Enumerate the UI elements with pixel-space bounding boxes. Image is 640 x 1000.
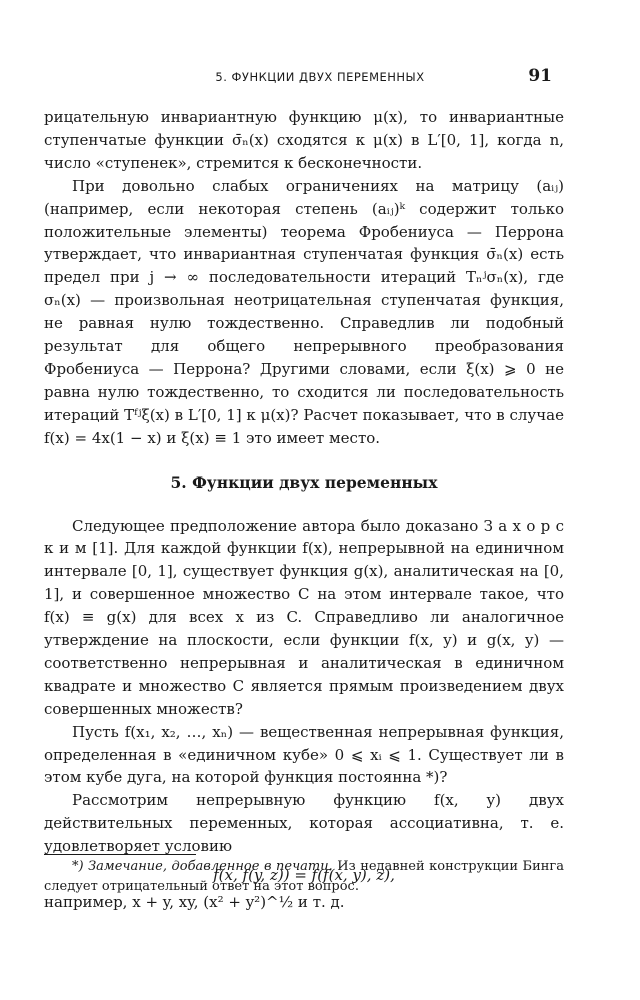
paragraph-zahorski: Следующее предположение автора было доказано З а х о р с к и м [1]. Для каждой функции f(x), непрерывной на единичном интервале [0, 1], существует функция g(x), аналитическая на [0, 1], и совершенное множество C на этом интервале такое, что f(x) ≡ g(x) для всех x из C. Справедливо ли аналогичное утверждение на плоскости, если функции f(x, y) и g(x, y) — соответственно непрерывная и аналитическая в единичном квадрате и множество C является прямым произведением двух совершенных множеств? bbox=[44, 516, 564, 718]
paragraph-frobenius-perron: При довольно слабых ограничениях на матрицу (aᵢⱼ) (например, если некоторая степень (aᵢⱼ)ᵏ содержит только положительные элементы) теорема Фробениуса — Перрона утверждает, что инвариантная ступенчатая функция σ̄ₙ(x) есть предел при j → ∞ последовательности итераций Tₙʲσₙ(x), где σₙ(x) — произвольная неотрицательная ступенчатая функция, не равная нулю тождественно. Справедлив ли подобный результат для общего непрерывного преобразования Фробениуса — Перрона? Другими словами, если ξ(x) ⩾ 0 не равна нулю тождественно, то сходится ли последовательность итераций Tᶠʲξ(x) в L′[0, 1] к μ(x)? Расчет показывает, что в случае f(x) = 4x(1 − x) и ξ(x) ≡ 1 это имеет место. bbox=[44, 176, 564, 447]
footnote-text: Из недавней конструкции Бинга следует отрицательный ответ на этот вопрос. bbox=[44, 859, 564, 894]
paragraph-unit-cube: Пусть f(x₁, x₂, …, xₙ) — вещественная непрерывная функция, определенная в «единичном кубе» 0 ⩽ xᵢ ⩽ 1. Существует ли в этом кубе дуга, на которой функция постоянна *)? bbox=[44, 722, 564, 787]
section-heading: 5. Функции двух переменных bbox=[170, 472, 438, 492]
examples-line: например, x + y, xy, (x² + y²)^½ и т. д. bbox=[44, 893, 345, 911]
running-title: 5. ФУНКЦИИ ДВУХ ПЕРЕМЕННЫХ bbox=[215, 70, 425, 84]
page-number: 91 bbox=[528, 66, 552, 86]
footnote-divider bbox=[44, 854, 196, 855]
paragraph-associative: Рассмотрим непрерывную функцию f(x, y) двух действительных переменных, которая ассоциативна, т. е. удовлетворяет условию bbox=[44, 791, 564, 856]
paragraph-continuation: рицательную инвариантную функцию μ(x), то инвариантные ступенчатые функции σ̄ₙ(x) сходятся к μ(x) в L′[0, 1], когда n, число «ступенек», стремится к бесконечности. bbox=[44, 108, 564, 172]
associativity-formula: f(x, f(y, z)) = f(f(x, y), z), bbox=[213, 866, 395, 885]
footnote bbox=[44, 857, 564, 897]
page-header bbox=[88, 66, 552, 90]
footnote-lead: *) Замечание, добавленное в печати. bbox=[72, 859, 333, 874]
main-text bbox=[44, 106, 564, 914]
